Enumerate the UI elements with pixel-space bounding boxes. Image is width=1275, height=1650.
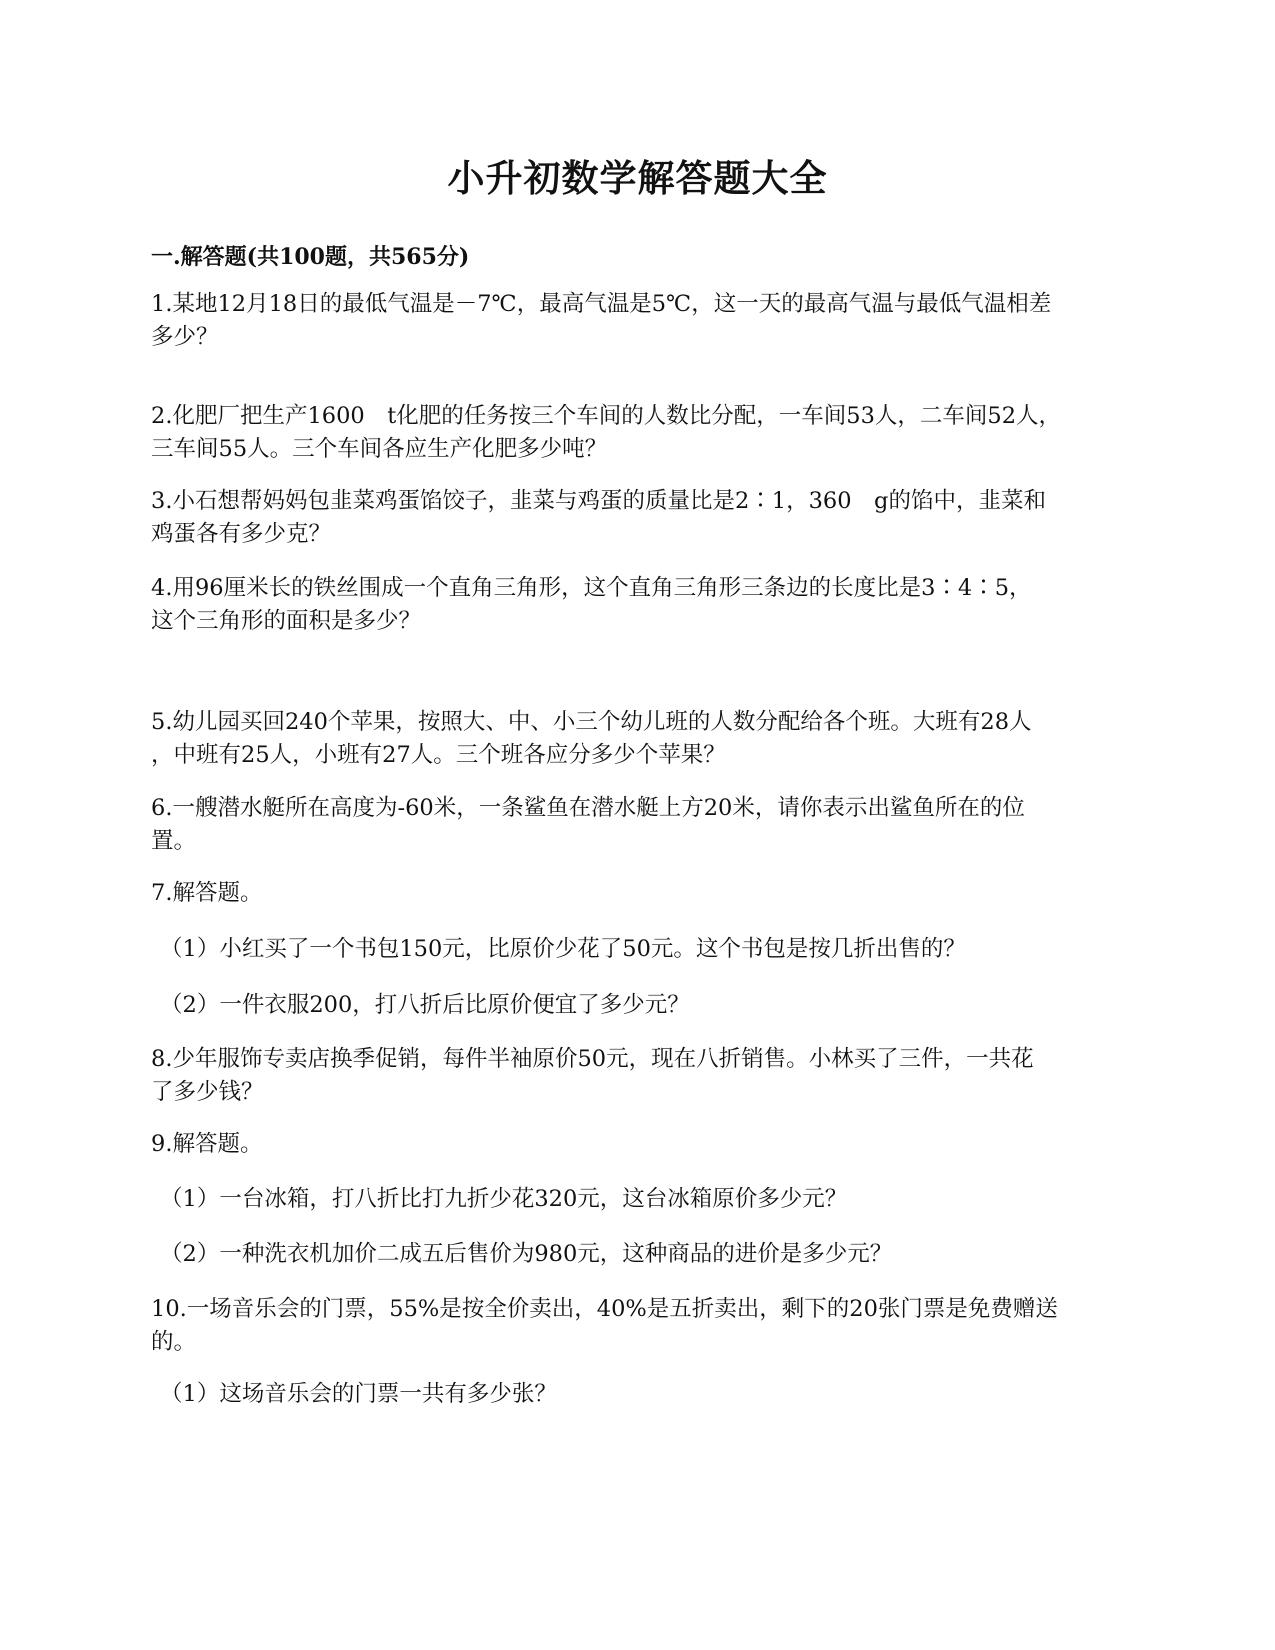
question-4-line-1: 4.用96厘米长的铁丝围成一个直角三角形，这个直角三角形三条边的长度比是3∶4∶5， bbox=[151, 575, 1032, 601]
question-5 bbox=[151, 706, 1131, 772]
question-8-line-2: 了多少钱？ bbox=[151, 1079, 264, 1105]
question-1 bbox=[151, 288, 1131, 354]
question-7-sub-2 bbox=[160, 989, 1140, 1022]
question-3 bbox=[151, 485, 1131, 551]
question-4-line-2: 这个三角形的面积是多少？ bbox=[151, 608, 422, 634]
question-8 bbox=[151, 1043, 1131, 1109]
question-7-sub-1 bbox=[160, 933, 1140, 966]
question-2-line-2: 三车间55人。三个车间各应生产化肥多少吨？ bbox=[151, 436, 608, 462]
question-7-line-1: 7.解答题。 bbox=[151, 880, 263, 906]
question-2-line-1: 2.化肥厂把生产1600 t化肥的任务按三个车间的人数比分配，一车间53人，二车间52人， bbox=[151, 403, 1062, 429]
question-7 bbox=[151, 877, 1131, 910]
question-10-line-1: 10.一场音乐会的门票，55%是按全价卖出，40%是五折卖出，剩下的20张门票是免费赠送 bbox=[151, 1296, 1058, 1322]
question-6 bbox=[151, 792, 1131, 858]
question-4 bbox=[151, 572, 1131, 638]
question-10 bbox=[151, 1293, 1131, 1359]
question-6-line-1: 6.一艘潜水艇所在高度为-60米，一条鲨鱼在潜水艇上方20米，请你表示出鲨鱼所在的位 bbox=[151, 795, 1025, 821]
question-9-sub-2 bbox=[160, 1238, 1140, 1271]
document-title: 小升初数学解答题大全 bbox=[447, 156, 828, 200]
question-1-line-2: 多少？ bbox=[151, 324, 219, 350]
question-10-line-2: 的。 bbox=[151, 1329, 197, 1355]
question-9-sub-1-text: （1）一台冰箱，打八折比打九折少花320元，这台冰箱原价多少元？ bbox=[160, 1186, 848, 1212]
question-2 bbox=[151, 400, 1131, 466]
question-10-sub-1 bbox=[160, 1378, 1140, 1411]
question-3-line-2: 鸡蛋各有多少克？ bbox=[151, 521, 332, 547]
question-5-line-1: 5.幼儿园买回240个苹果，按照大、中、小三个幼儿班的人数分配给各个班。大班有28人 bbox=[151, 709, 1032, 735]
question-7-sub-1-text: （1）小红买了一个书包150元，比原价少花了50元。这个书包是按几折出售的？ bbox=[160, 936, 966, 962]
question-9 bbox=[151, 1128, 1131, 1161]
question-8-line-1: 8.少年服饰专卖店换季促销，每件半袖原价50元，现在八折销售。小林买了三件，一共花 bbox=[151, 1046, 1034, 1072]
question-5-line-2: ，中班有25人，小班有27人。三个班各应分多少个苹果？ bbox=[151, 742, 726, 768]
question-1-line-1: 1.某地12月18日的最低气温是－7℃，最高气温是5℃，这一天的最高气温与最低气温相差 bbox=[151, 291, 1052, 317]
question-3-line-1: 3.小石想帮妈妈包韭菜鸡蛋馅饺子，韭菜与鸡蛋的质量比是2∶1，360 g的馅中，韭菜和 bbox=[151, 488, 1046, 514]
question-6-line-2: 置。 bbox=[151, 828, 197, 854]
question-10-sub-1-text: （1）这场音乐会的门票一共有多少张？ bbox=[160, 1381, 557, 1407]
question-7-sub-2-text: （2）一件衣服200，打八折后比原价便宜了多少元？ bbox=[160, 992, 690, 1018]
question-9-sub-1 bbox=[160, 1183, 1140, 1216]
question-9-sub-2-text: （2）一种洗衣机加价二成五后售价为980元，这种商品的进价是多少元？ bbox=[160, 1241, 893, 1267]
section-heading: 一.解答题(共100题，共565分) bbox=[151, 244, 470, 270]
question-9-line-1: 9.解答题。 bbox=[151, 1131, 263, 1157]
